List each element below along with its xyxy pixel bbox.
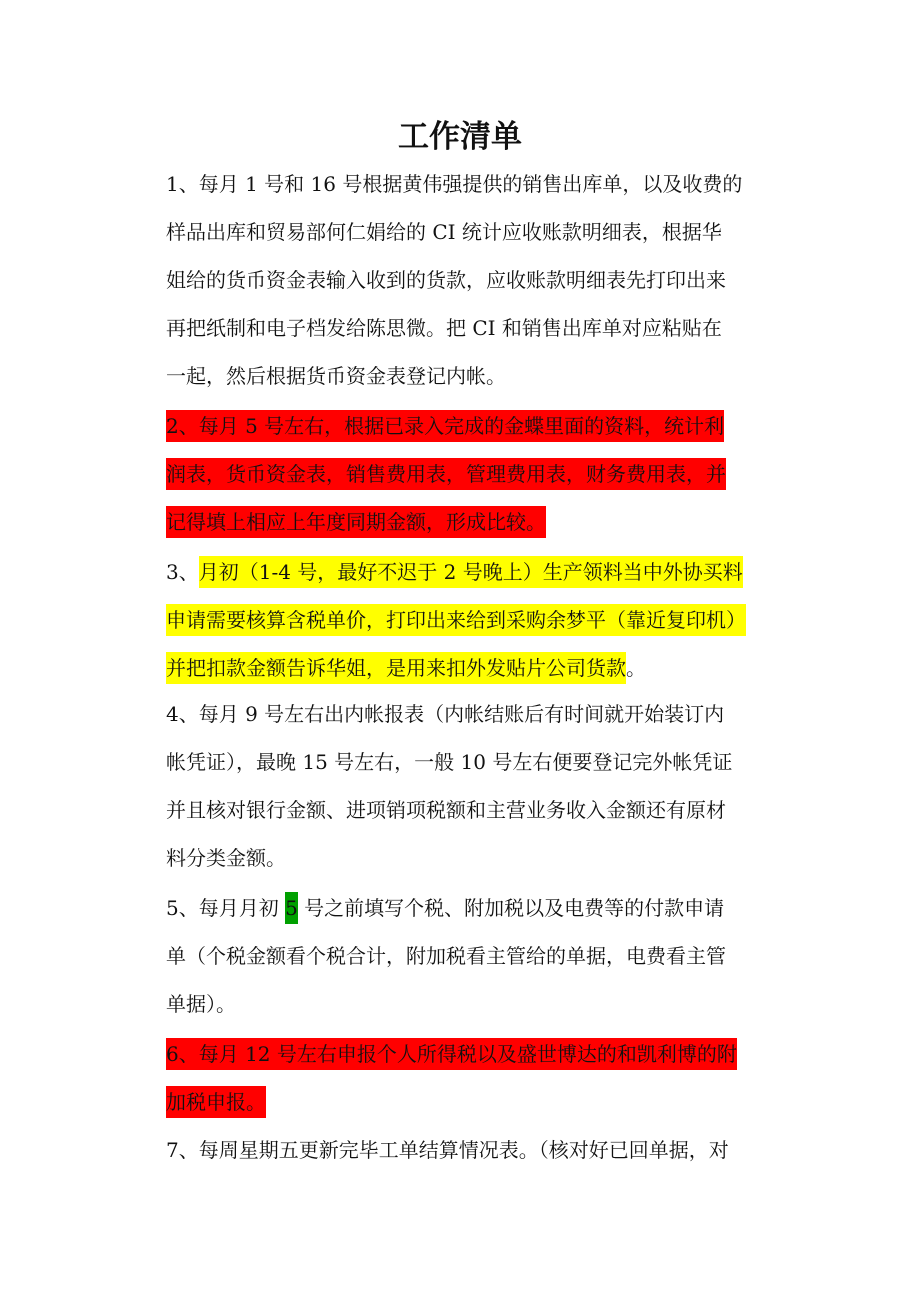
item-1-line-5: 一起，然后根据货币资金表登记内帐。 bbox=[166, 364, 506, 388]
item-3-line-3: 并把扣款金额告诉华姐，是用来扣外发贴片公司货款 bbox=[166, 652, 626, 684]
list-item-1 bbox=[166, 160, 786, 400]
item-2-line-1: 2、每月 5 号左右，根据已录入完成的金蝶里面的资料，统计利 bbox=[166, 410, 724, 442]
item-1-line-1: 1、每月 1 号和 16 号根据黄伟强提供的销售出库单，以及收费的 bbox=[166, 172, 743, 196]
item-2-line-3: 记得填上相应上年度同期金额，形成比较。 bbox=[166, 506, 546, 538]
item-4-line-3: 并且核对银行金额、进项销项税额和主营业务收入金额还有原材 bbox=[166, 798, 726, 822]
item-4-line-2: 帐凭证），最晚 15 号左右，一般 10 号左右便要登记完外帐凭证 bbox=[166, 750, 733, 774]
item-7-line-1: 7、每周星期五更新完毕工单结算情况表。（核对好已回单据，对 bbox=[166, 1138, 729, 1162]
item-3-number: 3、 bbox=[166, 560, 199, 584]
item-4-line-4: 料分类金额。 bbox=[166, 846, 286, 870]
item-4-line-1: 4、每月 9 号左右出内帐报表（内帐结账后有时间就开始装订内 bbox=[166, 702, 725, 726]
item-2-line-2: 润表，货币资金表，销售费用表，管理费用表，财务费用表，并 bbox=[166, 458, 726, 490]
item-3-line-1: 月初（1-4 号，最好不迟于 2 号晚上）生产领料当中外协买料 bbox=[199, 556, 743, 588]
list-item-4 bbox=[166, 690, 786, 882]
item-5-line-1-before: 5、每月月初 bbox=[166, 896, 286, 920]
item-6-line-1: 6、每月 12 号左右申报个人所得税以及盛世博达的和凯利博的附 bbox=[166, 1038, 737, 1070]
item-5-line-1-after: 号之前填写个税、附加税以及电费等的付款申请 bbox=[297, 896, 725, 920]
item-5-highlighted-number: 5 bbox=[285, 892, 298, 924]
item-3-line-2: 申请需要核算含税单价，打印出来给到采购余梦平（靠近复印机） bbox=[166, 604, 746, 636]
item-6-line-2: 加税申报。 bbox=[166, 1086, 266, 1118]
item-5-line-3: 单据）。 bbox=[166, 992, 236, 1016]
page-title: 工作清单 bbox=[398, 119, 522, 155]
list-item-3 bbox=[166, 548, 786, 692]
item-1-line-3: 姐给的货币资金表输入收到的货款，应收账款明细表先打印出来 bbox=[166, 268, 726, 292]
list-item-5 bbox=[166, 884, 786, 1028]
item-5-line-2: 单（个税金额看个税合计，附加税看主管给的单据，电费看主管 bbox=[166, 944, 726, 968]
item-1-line-2: 样品出库和贸易部何仁娟给的 CI 统计应收账款明细表，根据华 bbox=[166, 220, 722, 244]
item-3-line-3-tail: 。 bbox=[626, 656, 646, 680]
list-item-7 bbox=[166, 1126, 786, 1174]
list-item-6 bbox=[166, 1030, 786, 1126]
item-1-line-4: 再把纸制和电子档发给陈思微。把 CI 和销售出库单对应粘贴在 bbox=[166, 316, 722, 340]
list-item-2 bbox=[166, 402, 786, 546]
